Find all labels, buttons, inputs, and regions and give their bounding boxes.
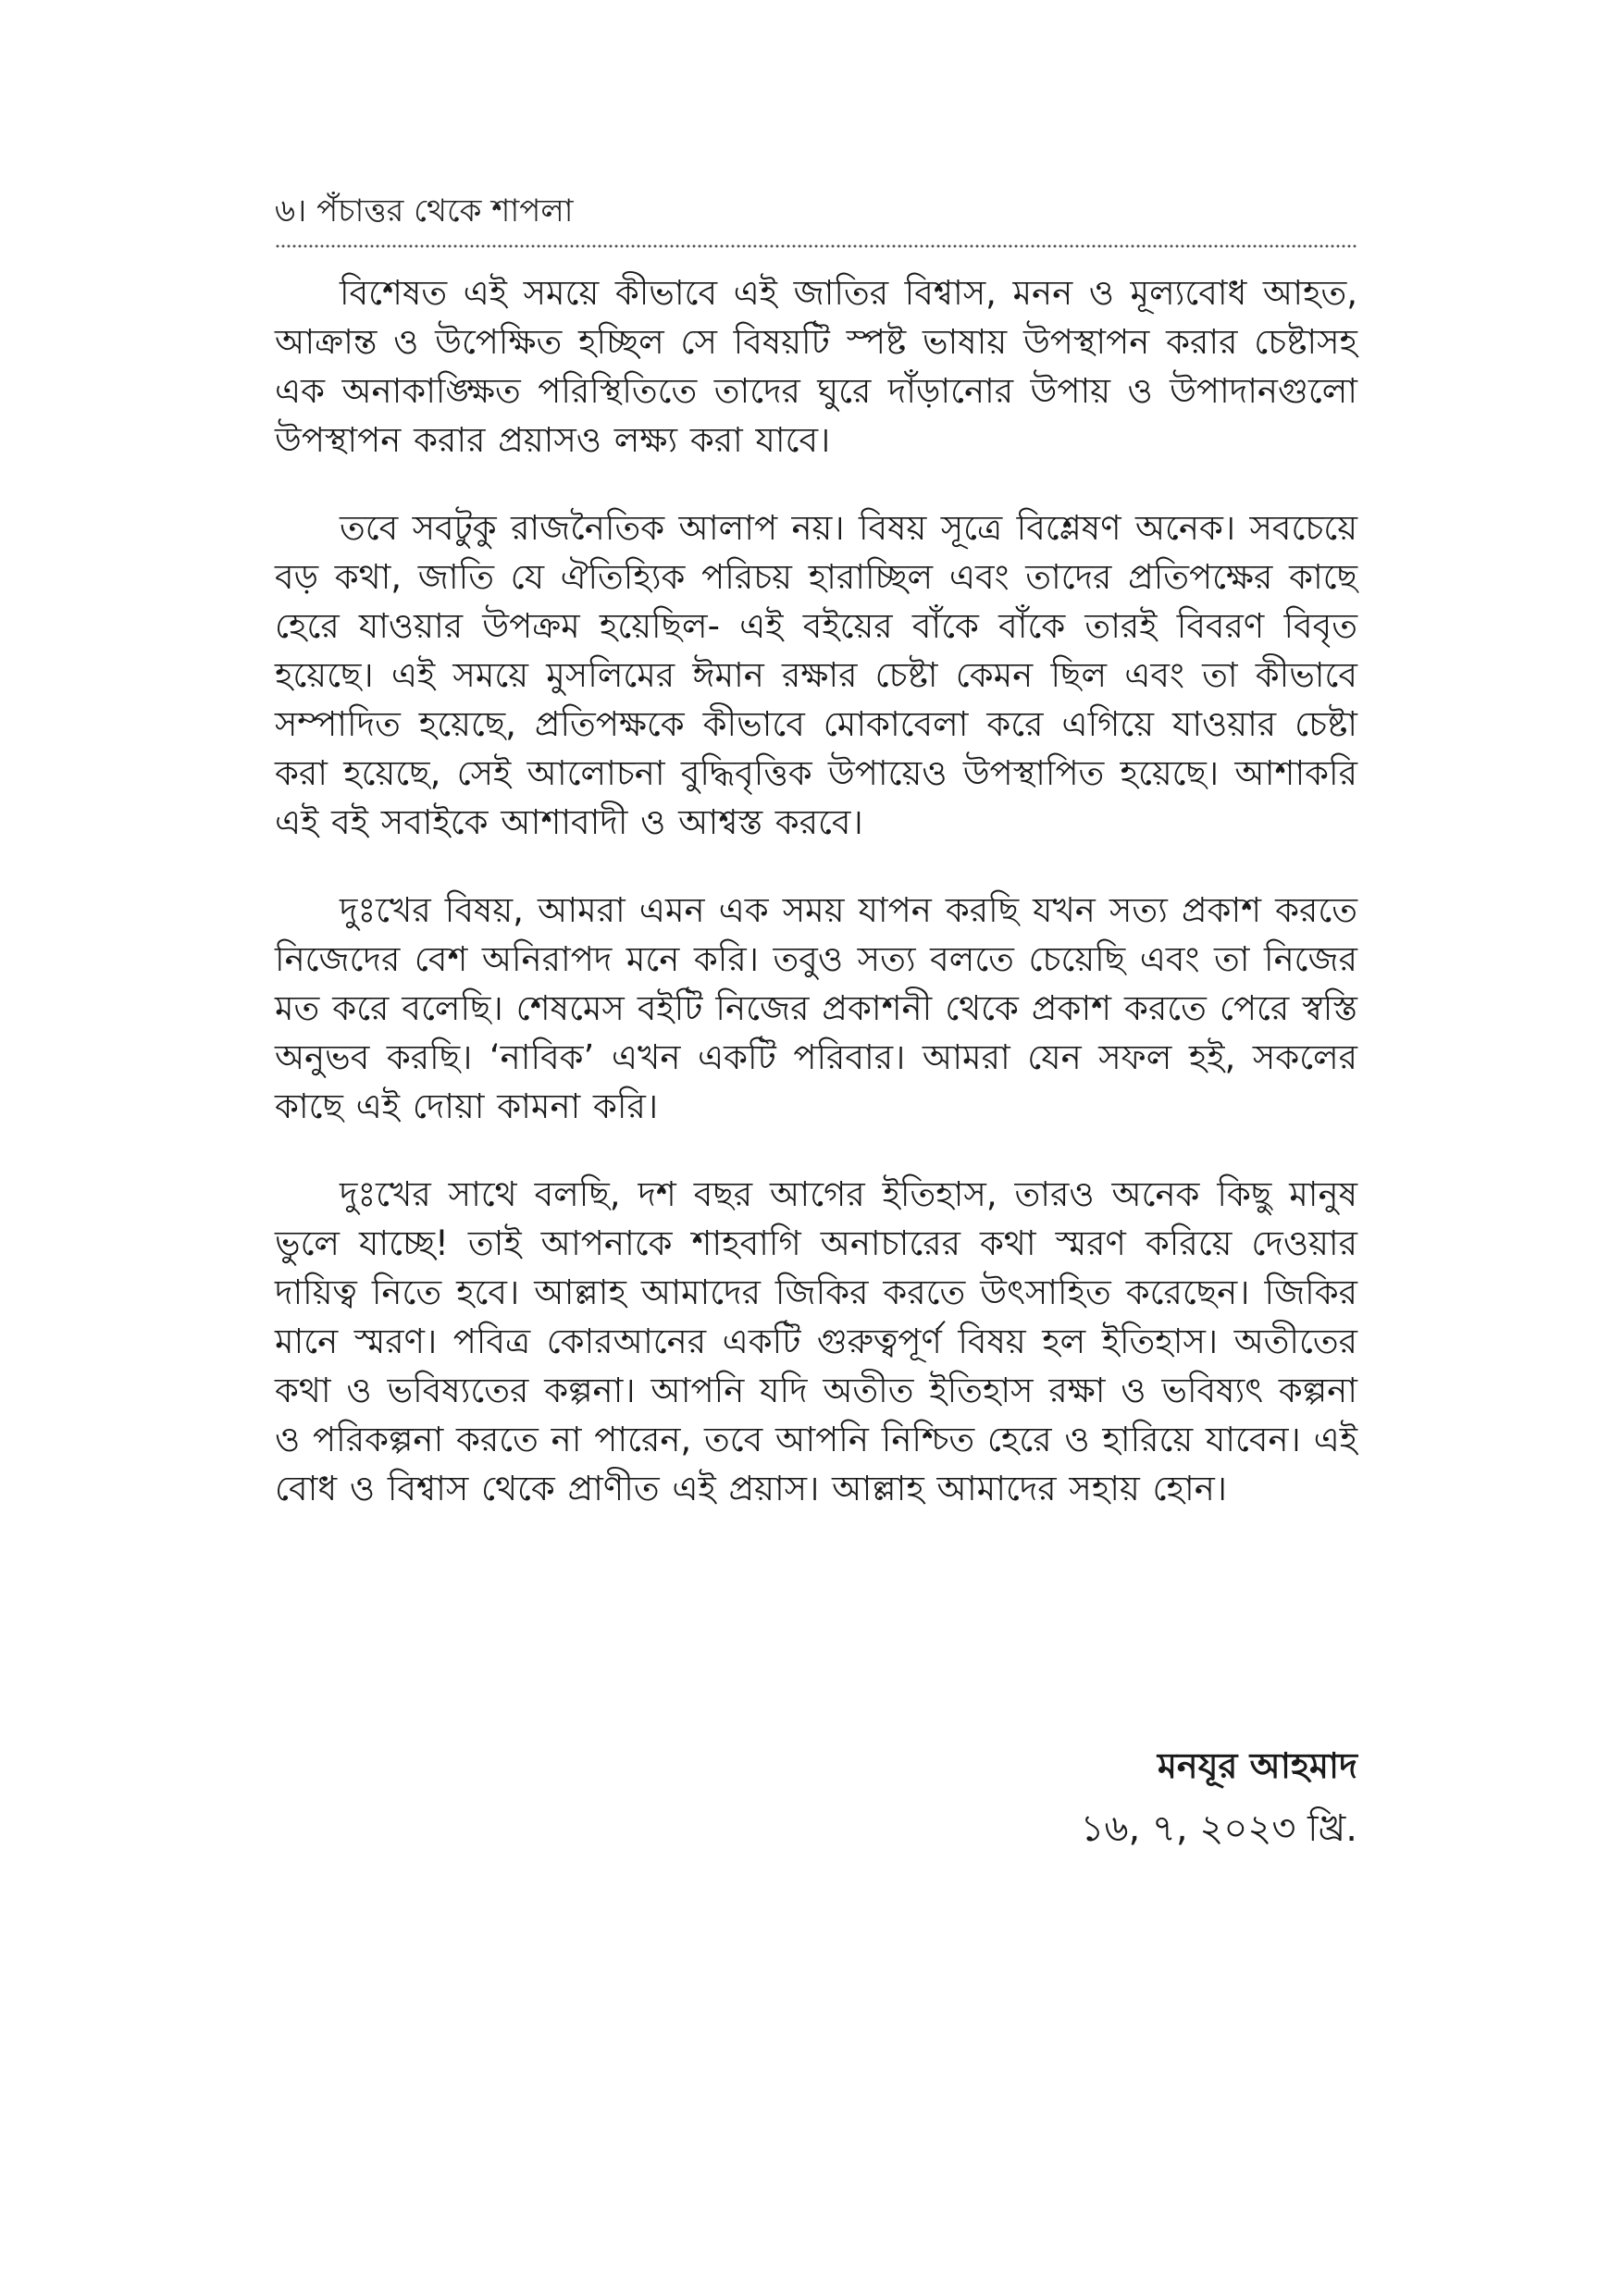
running-header: ৬। পঁচাত্তর থেকে শাপলা bbox=[275, 192, 574, 230]
header-dotted-rule bbox=[275, 242, 1357, 250]
author-name: মনযূর আহমাদ bbox=[1157, 1745, 1357, 1786]
paragraph-3: দুঃখের বিষয়, আমরা এমন এক সময় যাপন করছি যখন সত্য প্রকাশ করতে নিজেদের বেশ অনিরাপদ মনে করি। তবুও সত্য বলতে চেয়েছি এবং তা নিজের মত করে বলেছি। শেষমেস বইটি নিজের প্রকাশনী থেকে প্রকাশ করতে পেরে স্বস্তি অনুভব করছি। ‘নাবিক’ এখন একটি পরিবার। আমরা যেন সফল হই, সকলের কাছে এই দোয়া কামনা করি। bbox=[275, 890, 1357, 1126]
signature-date: ১৬, ৭, ২০২৩ খ্রি. bbox=[1080, 1807, 1357, 1850]
paragraph-2: তবে সবটুকু রাজনৈতিক আলাপ নয়। বিষয় সূত্রে বিশ্লেষণ অনেক। সবচেয়ে বড় কথা, জাতি যে ঐতিহ্যিক পরিচয় হারাচ্ছিল এবং তাদের প্রতিপক্ষের কাছে হেরে যাওয়ার উপক্রম হয়েছিল- এই বইয়ের বাঁকে বাঁকে তারই বিবরণ বিবৃত হয়েছে। এই সময়ে মুসলিমের ঈমান রক্ষার চেষ্টা কেমন ছিল এবং তা কীভাবে সম্পাদিত হয়েছে, প্রতিপক্ষকে কীভাবে মোকাবেলা করে এগিয়ে যাওয়ার চেষ্টা করা হয়েছে, সেই আলোচনা বুদ্ধিবৃত্তিক উপায়েও উপস্থাপিত হয়েছে। আশাকরি এই বই সবাইকে আশাবাদী ও আশ্বস্ত করবে। bbox=[275, 508, 1357, 842]
signature-block bbox=[1081, 1740, 1358, 1856]
paragraph-1: বিশেষত এই সময়ে কীভাবে এই জাতির বিশ্বাস, মনন ও মূল্যবোধ আহত, আক্রান্ত ও উপেক্ষিত হচ্ছিল সে বিষয়টি স্পষ্ট ভাষায় উপস্থাপন করার চেষ্টাসহ এক অনাকাঙ্ক্ষিত পরিস্থিতিতে তাদের ঘুরে দাঁড়ানোর উপায় ও উপাদানগুলো উপস্থাপন করার প্রয়াসও লক্ষ্য করা যাবে। bbox=[275, 273, 1357, 460]
body-text bbox=[275, 268, 1357, 1552]
paragraph-4: দুঃখের সাথে বলছি, দশ বছর আগের ইতিহাস, তারও অনেক কিছু মানুষ ভুলে যাচ্ছে! তাই আপনাকে শাহবাগি অনাচারের কথা স্মরণ করিয়ে দেওয়ার দায়িত্ব নিতে হবে। আল্লাহ আমাদের জিকির করতে উৎসাহিত করেছেন। জিকির মানে স্মরণ। পবিত্র কোরআনের একটি গুরুত্বপূর্ণ বিষয় হল ইতিহাস। অতীতের কথা ও ভবিষ্যতের কল্পনা। আপনি যদি অতীত ইতিহাস রক্ষা ও ভবিষ্যৎ কল্পনা ও পরিকল্পনা করতে না পারেন, তবে আপনি নিশ্চিত হেরে ও হারিয়ে যাবেন। এই বোধ ও বিশ্বাস থেকে প্রাণীত এই প্রয়াস। আল্লাহ আমাদের সহায় হোন। bbox=[275, 1174, 1357, 1508]
